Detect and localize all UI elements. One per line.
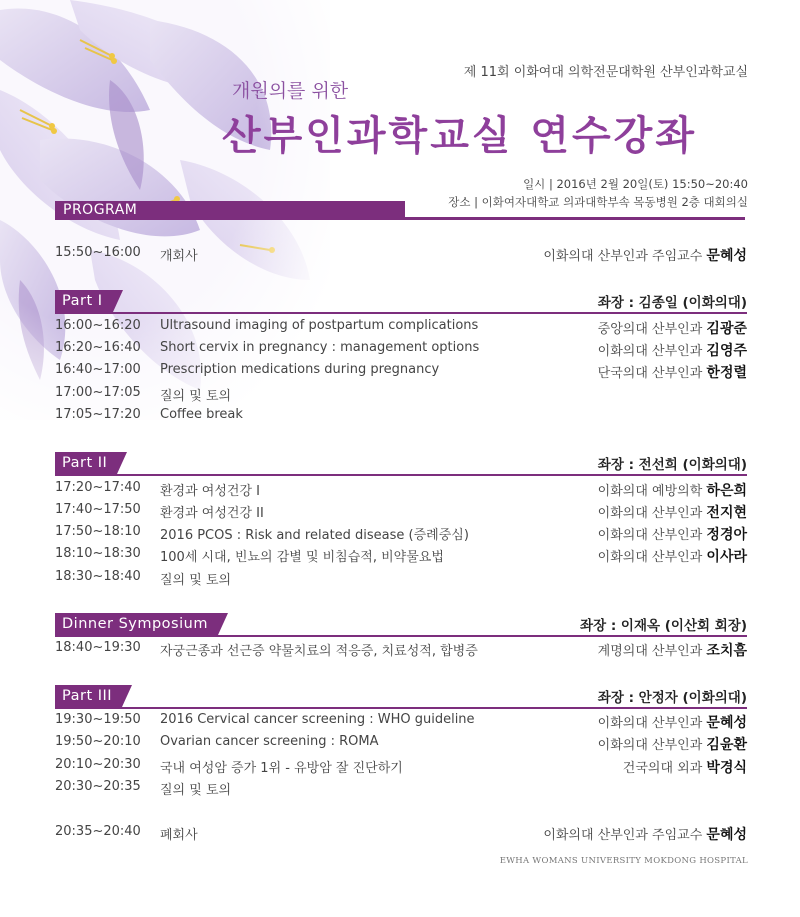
speaker [598,502,747,522]
speaker-name: 문혜성 [706,248,747,264]
speaker-name: 박경식 [706,760,747,776]
session-time: 16:00~16:20 [55,318,141,333]
session-time: 19:30~19:50 [55,712,141,727]
speaker [598,640,747,660]
speaker-name: 문혜성 [706,827,747,843]
table-row [55,318,747,338]
speaker-affiliation: 이화의대 산부인과 [597,528,703,543]
session-topic: 100세 시대, 빈뇨의 감별 및 비침습적, 비약물요법 [160,550,444,565]
part-2-header [55,452,747,476]
chair: 좌장 : 안정자 (이화의대) [597,690,747,706]
speaker [598,546,747,566]
speaker [543,245,747,265]
opening-row [55,245,747,265]
speaker-name: 하은희 [706,483,747,499]
speaker-affiliation: 중앙의대 산부인과 [597,322,703,337]
speaker-affiliation: 건국의대 외과 [622,761,703,776]
session-topic: 국내 여성암 증가 1위 - 유방암 잘 진단하기 [160,761,403,776]
speaker [623,757,747,777]
session-time: 17:40~17:50 [55,502,141,517]
speaker-affiliation: 이화의대 산부인과 주임교수 [543,249,703,264]
event-place: 장소 | 이화여자대학교 의과대학부속 목동병원 2층 대회의실 [448,195,748,209]
speaker-name: 전지현 [706,505,747,521]
session-topic: Ovarian cancer screening : ROMA [160,734,379,749]
event-date: 일시 | 2016년 2월 20일(토) 15:50~20:40 [523,177,748,191]
table-row [55,569,747,589]
table-row [55,407,747,427]
session-topic: 환경과 여성건강 I [160,484,261,499]
session-time: 17:20~17:40 [55,480,141,495]
speaker-name: 김윤환 [706,737,747,753]
closing-row [55,824,747,844]
part-3-header [55,685,747,709]
speaker-affiliation: 이화의대 산부인과 [597,506,703,521]
part-divider [55,707,747,709]
table-row [55,362,747,382]
part-label: Part II [55,452,117,474]
table-row [55,640,747,660]
speaker [598,734,747,754]
session-time: 15:50~16:00 [55,245,141,260]
dinner-symposium-header [55,613,747,637]
table-row [55,502,747,522]
session-time: 17:50~18:10 [55,524,141,539]
speaker-name: 한정렬 [706,365,747,381]
table-row [55,546,747,566]
program-bar-line [55,217,745,220]
part-divider [55,474,747,476]
session-time: 20:35~20:40 [55,824,141,839]
event-title: 산부인과학교실 연수강좌 [222,113,697,159]
session-topic: Coffee break [160,407,243,422]
speaker-affiliation: 이화의대 산부인과 [597,550,703,565]
session-time: 19:50~20:10 [55,734,141,749]
part-label: Dinner Symposium [55,613,218,635]
session-time: 18:10~18:30 [55,546,141,561]
hospital-footer: EWHA WOMANS UNIVERSITY MOKDONG HOSPITAL [499,856,748,866]
session-topic: 환경과 여성건강 II [160,506,264,521]
session-topic: 질의 및 토의 [160,783,232,798]
speaker [598,362,747,382]
speaker-affiliation: 이화의대 산부인과 [597,716,703,731]
speaker [598,524,747,544]
session-topic: 질의 및 토의 [160,389,232,404]
speaker-affiliation: 이화의대 산부인과 [597,344,703,359]
speaker [543,824,747,844]
session-topic: Short cervix in pregnancy : management options [160,340,480,355]
session-time: 16:40~17:00 [55,362,141,377]
speaker-name: 정경아 [706,527,747,543]
session-topic: 2016 PCOS : Risk and related disease (증례중심) [160,528,469,543]
table-row [55,779,747,799]
session-time: 18:40~19:30 [55,640,141,655]
session-topic: Prescription medications during pregnancy [160,362,440,377]
speaker-affiliation: 이화의대 산부인과 [597,738,703,753]
program-label: PROGRAM [63,202,138,218]
session-topic: 폐회사 [160,828,198,843]
program-bar [55,201,745,220]
session-time: 20:10~20:30 [55,757,141,772]
speaker-name: 문혜성 [706,715,747,731]
table-row [55,524,747,544]
part-label: Part I [55,290,113,312]
part-1-header [55,290,747,314]
speaker-affiliation: 단국의대 산부인과 [597,366,703,381]
part-label: Part III [55,685,122,707]
session-time: 16:20~16:40 [55,340,141,355]
speaker-name: 조치흠 [706,643,747,659]
table-row [55,734,747,754]
speaker-affiliation: 이화의대 예방의학 [597,484,703,499]
session-time: 18:30~18:40 [55,569,141,584]
session-time: 20:30~20:35 [55,779,141,794]
session-topic: 자궁근종과 선근증 약물치료의 적응증, 치료성적, 합병증 [160,644,478,659]
speaker [598,480,747,500]
event-subtitle: 개원의를 위한 [232,80,349,102]
speaker-name: 김광준 [706,321,747,337]
table-row [55,757,747,777]
speaker-name: 김영주 [706,343,747,359]
chair: 좌장 : 김종일 (이화의대) [597,295,747,311]
session-topic: 질의 및 토의 [160,573,232,588]
speaker-affiliation: 계명의대 산부인과 [597,644,703,659]
table-row [55,385,747,405]
session-topic: 2016 Cervical cancer screening : WHO guideline [160,712,475,727]
part-divider [55,312,747,314]
speaker [598,340,747,360]
speaker-name: 이사라 [706,549,747,565]
organizer-line: 제 11회 이화여대 의학전문대학원 산부인과학교실 [463,65,748,80]
table-row [55,480,747,500]
chair: 좌장 : 전선희 (이화의대) [597,457,747,473]
table-row [55,340,747,360]
speaker [598,318,747,338]
speaker-affiliation: 이화의대 산부인과 주임교수 [543,828,703,843]
session-topic: Ultrasound imaging of postpartum complications [160,318,479,333]
table-row [55,712,747,732]
speaker [598,712,747,732]
session-time: 17:00~17:05 [55,385,141,400]
part-divider [55,635,747,637]
chair: 좌장 : 이재옥 (이산회 회장) [580,618,747,634]
session-topic: 개회사 [160,249,198,264]
session-time: 17:05~17:20 [55,407,141,422]
